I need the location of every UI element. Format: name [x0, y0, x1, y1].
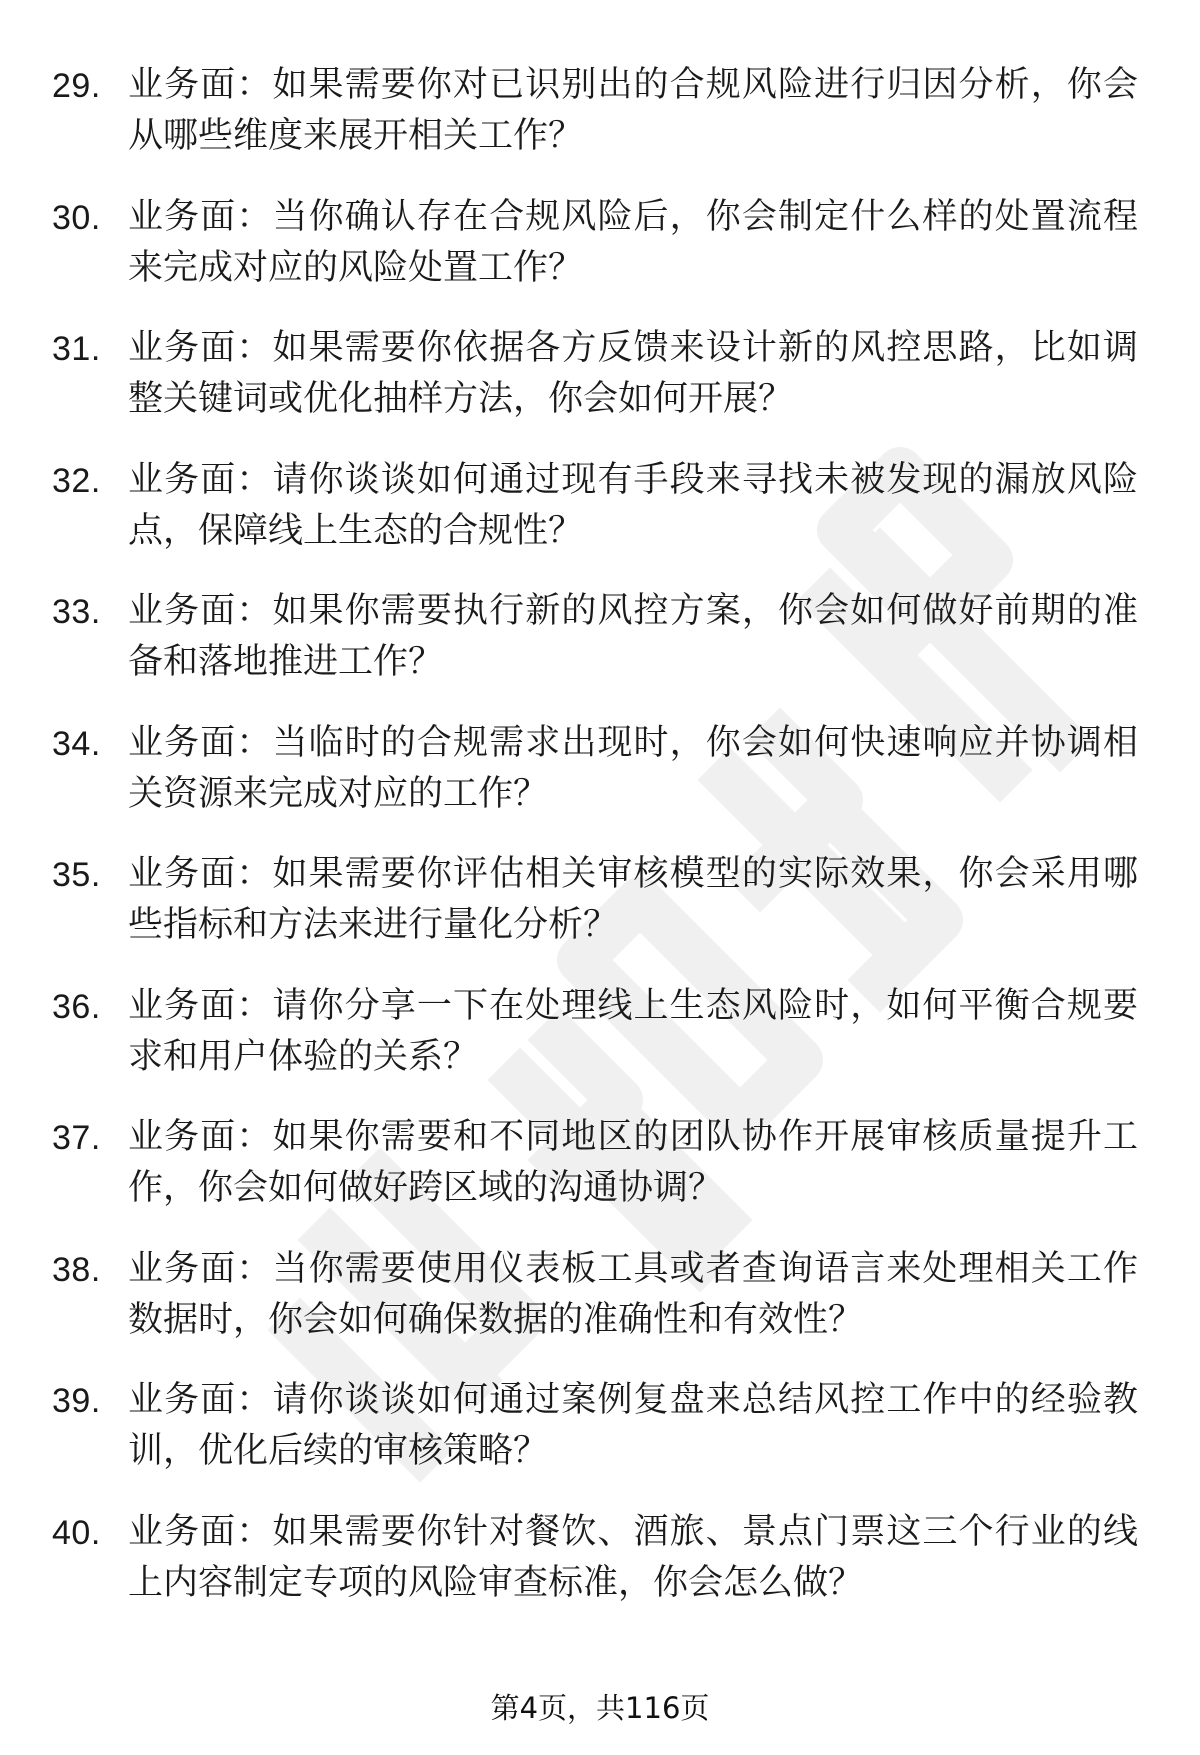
page-footer: [0, 1688, 1200, 1728]
question-item-31: [0, 323, 1200, 455]
question-text: 业务面：如果需要你评估相关审核模型的实际效果，你会采用哪些指标和方法来进行量化分析？: [128, 854, 1138, 945]
question-number: 29.: [52, 67, 101, 105]
question-number: 33.: [52, 593, 101, 631]
question-text: 业务面：如果你需要执行新的风控方案，你会如何做好前期的准备和落地推进工作？: [128, 591, 1138, 682]
question-item-35: [0, 849, 1200, 981]
question-number: 34.: [52, 724, 101, 763]
question-text: 业务面：如果需要你依据各方反馈来设计新的风控思路，比如调整关键词或优化抽样方法，你会如何开展？: [128, 328, 1138, 419]
question-item-37: [0, 1112, 1200, 1244]
question-item-34: [0, 718, 1200, 850]
question-text: 业务面：请你谈谈如何通过现有手段来寻找未被发现的漏放风险点，保障线上生态的合规性？: [128, 459, 1138, 551]
question-number: 38.: [52, 1250, 101, 1289]
question-text: 业务面：请你分享一下在处理线上生态风险时，如何平衡合规要求和用户体验的关系？: [128, 985, 1138, 1077]
question-item-38: [0, 1244, 1200, 1376]
question-list: [0, 60, 1200, 1638]
question-text: 业务面：请你谈谈如何通过案例复盘来总结风控工作中的经验教训，优化后续的审核策略？: [128, 1380, 1138, 1471]
question-number: 37.: [52, 1119, 101, 1157]
question-number: 40.: [52, 1513, 101, 1552]
question-text: 业务面：如果需要你对已识别出的合规风险进行归因分析，你会从哪些维度来展开相关工作？: [128, 65, 1138, 156]
question-number: 39.: [52, 1382, 101, 1420]
question-item-36: [0, 981, 1200, 1113]
question-item-39: [0, 1375, 1200, 1507]
question-item-30: [0, 192, 1200, 324]
question-item-29: [0, 60, 1200, 192]
question-text: 业务面：当你确认存在合规风险后，你会制定什么样的处置流程来完成对应的风险处置工作？: [128, 196, 1138, 288]
question-number: 30.: [52, 198, 101, 237]
question-item-33: [0, 586, 1200, 718]
question-item-32: [0, 455, 1200, 587]
question-text: 业务面：当你需要使用仪表板工具或者查询语言来处理相关工作数据时，你会如何确保数据的准确性和有效性？: [128, 1248, 1138, 1340]
question-number: 35.: [52, 856, 101, 894]
question-text: 业务面：如果需要你针对餐饮、酒旅、景点门票这三个行业的线上内容制定专项的风险审查标准，你会怎么做？: [128, 1511, 1138, 1603]
question-text: 业务面：如果你需要和不同地区的团队协作开展审核质量提升工作，你会如何做好跨区域的沟通协调？: [128, 1117, 1138, 1208]
question-item-40: [0, 1507, 1200, 1639]
question-text: 业务面：当临时的合规需求出现时，你会如何快速响应并协调相关资源来完成对应的工作？: [128, 722, 1138, 814]
question-number: 36.: [52, 987, 101, 1026]
page-number-label: 第4页，共116页: [490, 1691, 710, 1725]
question-number: 32.: [52, 461, 101, 500]
question-number: 31.: [52, 330, 101, 368]
